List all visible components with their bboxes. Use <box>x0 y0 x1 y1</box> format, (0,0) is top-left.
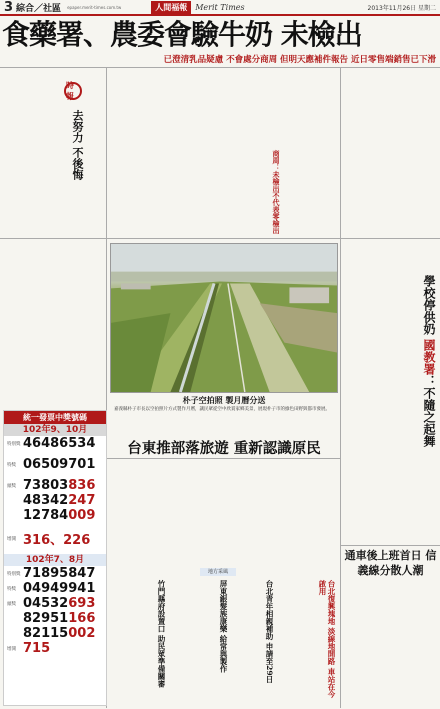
lower-headline-text: 台北復興塊地 淡線地開路 車站在今啟用 <box>318 580 336 698</box>
prize-number-tail: 693 <box>68 596 96 611</box>
lottery-row <box>4 596 106 611</box>
article-body-lower <box>110 462 338 562</box>
prize-number <box>23 581 95 596</box>
newspaper-logo-en: Merit Times <box>195 2 245 12</box>
lottery-period: 102年9、10月 <box>4 424 106 436</box>
lottery-row <box>4 436 106 451</box>
prize-number-tail: 009 <box>68 508 96 523</box>
divider <box>0 67 440 68</box>
lottery-row <box>4 508 106 523</box>
invoice-lottery-box <box>3 410 107 706</box>
lower-headline: 台北青年相親補助 申請至29日 <box>265 580 274 684</box>
photo-caption: 朴子空拍照 製月曆分送 <box>182 396 266 405</box>
prize-number-main: 82115 <box>23 626 69 641</box>
prize-number <box>23 566 95 581</box>
article-body-center-right <box>284 70 338 235</box>
prize-number-tail: 002 <box>68 626 96 641</box>
lottery-row <box>4 626 106 641</box>
lower-headline: 屏東銀髮族康樂 給常與製作 <box>219 580 228 673</box>
prize-number <box>23 457 95 472</box>
lottery-row <box>4 457 106 472</box>
aerial-photo <box>110 243 338 393</box>
newspaper-logo: 人間福報 <box>151 1 191 14</box>
right-headline-part2: 國教署 <box>422 335 436 376</box>
lottery-period: 102年7、8月 <box>4 554 106 566</box>
mid-headline: 台東推部落旅遊 重新認識原民 <box>127 440 321 457</box>
local-news-label: 地方采風 <box>200 568 236 576</box>
site-url: epaper.merit-times.com.tw <box>67 4 122 10</box>
article-body-right-mid <box>344 275 406 540</box>
prize-number-main: 82951 <box>23 611 69 626</box>
article-body-lower-left <box>110 580 148 705</box>
lower-headline: 竹門縣府設置口 助民眾準備關審 <box>157 580 166 688</box>
lottery-row <box>4 641 106 656</box>
prize-number-main: 715 <box>23 641 51 656</box>
prize-number-tail: 、226 <box>50 533 91 548</box>
prize-number <box>23 529 90 548</box>
lottery-row <box>4 581 106 596</box>
prize-number-main: 316 <box>23 533 51 548</box>
prize-label: 特別獎 <box>7 571 21 577</box>
lottery-row <box>4 566 106 581</box>
photo-description: 嘉義縣朴子市長以空拍照片方式製作月曆，讓民眾從空中欣賞家鄉美景，展現朴子市的綠色田野與都市發展。 <box>114 407 330 412</box>
prize-number <box>23 611 95 626</box>
prize-label: 增開 <box>7 646 16 652</box>
prize-label: 增開 <box>7 536 16 542</box>
masthead <box>0 0 440 16</box>
prize-number <box>23 641 50 656</box>
divider <box>341 545 440 546</box>
column-badge: 時報 <box>64 82 82 100</box>
lower-headline <box>318 580 336 700</box>
prize-number <box>23 493 95 508</box>
column-title: 去努力 不後悔 <box>71 110 84 180</box>
article-body-lower-mid <box>168 580 210 705</box>
article-body-center <box>110 70 262 235</box>
prize-number-tail: 247 <box>68 493 96 508</box>
prize-number-tail: 836 <box>68 478 96 493</box>
prize-number-main: 73803 <box>23 478 69 493</box>
prize-number <box>23 626 95 641</box>
right-headline-part3: ：不隨之起舞 <box>422 375 436 448</box>
divider <box>340 68 341 708</box>
article-body-lower-mid2 <box>230 580 256 705</box>
article-body-right-lower <box>344 588 436 706</box>
lottery-title: 統一發票中獎號碼 <box>4 411 106 424</box>
sub-headline: 已澄清乳品疑慮 不會處分商周 但明天應補件報告 近日零售端銷售已下滑 <box>163 55 436 65</box>
prize-label: 頭獎 <box>7 483 16 489</box>
lottery-row <box>4 611 106 626</box>
prize-number-main: 46486534 <box>23 436 96 451</box>
divider <box>107 458 340 459</box>
prize-label: 頭獎 <box>7 601 16 607</box>
prize-number-main: 48342 <box>23 493 69 508</box>
prize-number-main: 04949941 <box>23 581 96 596</box>
prize-number <box>23 596 95 611</box>
prize-label: 特獎 <box>7 586 16 592</box>
aerial-photo-graphic <box>111 244 337 392</box>
prize-number-tail: 166 <box>68 611 96 626</box>
prize-number <box>23 508 95 523</box>
article-body <box>88 70 106 230</box>
page-number: 3 <box>4 0 14 15</box>
prize-label: 特獎 <box>7 462 16 468</box>
section-label: 綜合／社區 <box>16 3 62 14</box>
prize-number-main: 04532 <box>23 596 69 611</box>
article-body-left <box>4 70 58 230</box>
prize-number-main: 12784 <box>23 508 69 523</box>
right-lower-headline: 通車後上班首日 信義線分散人潮 <box>344 549 437 577</box>
article-body-left-mid <box>4 242 104 402</box>
article-body-lower-right <box>276 580 316 705</box>
main-headline: 食藥署、農委會驗牛奶 未檢出 <box>2 18 362 51</box>
article-body-right <box>344 70 436 270</box>
prize-number-main: 71895847 <box>23 566 96 581</box>
prize-number <box>23 436 95 451</box>
article-subtitle: 商周：未檢出不代表零檢出 <box>272 150 281 234</box>
right-headline-part1: 學校停供奶 <box>422 275 436 335</box>
prize-number <box>23 478 95 493</box>
right-headline <box>410 275 436 520</box>
issue-date: 2013年11月26日 星期二 <box>367 4 436 12</box>
lottery-row <box>4 478 106 493</box>
lottery-row <box>4 493 106 508</box>
prize-number-main: 06509701 <box>23 457 96 472</box>
lottery-row <box>4 529 106 548</box>
prize-label: 特別獎 <box>7 441 21 447</box>
